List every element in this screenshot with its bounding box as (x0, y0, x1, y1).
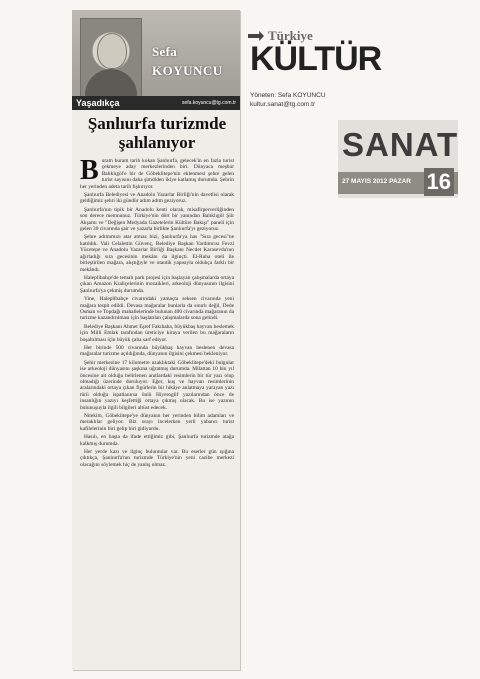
author-shoulders (85, 69, 137, 99)
section-header (248, 24, 388, 114)
page-section-title: SANAT (342, 126, 459, 163)
article-headline: Şanlıurfa turizmde şahlanıyor (87, 114, 227, 152)
publication-date: 27 MAYIS 2012 PAZAR (342, 178, 412, 185)
article-paragraph: Her birinde 500 civarında büyükbaş hayvan beslenen devasa mağaralar turizme açıldığında, dünyanın ilgisini çekmesi bekleniyor. (80, 344, 234, 358)
newspaper-brand: Türkiye (268, 28, 313, 43)
article-paragraph: Şanlıurfa'nın tipik bir Anadolu kenti olarak, misafirperverliğinden son derece memnunuz. Türkiye'nin dört bir yanından Balıklıgöl Şiir Akşamı ve "Değişen Medyada Gazetelerin Kültüre Bakışı" paneli için gelen 30 civarında şair ve yazarla birlikte Şanlıurfa'yı geziyoruz. (80, 206, 234, 233)
article-paragraph: Haleplibahçe'de temalı park projesi için başlayan çalışmalarda ortaya çıkan Amazon Kraliçelerinin mozaikleri, arkeoloji dünyasının ilgisini Şanlıurfa'ya çekmiş durumda. (80, 274, 234, 294)
article-body (80, 155, 235, 470)
section-rubric: KÜLTÜR (250, 40, 382, 78)
byline-box (72, 10, 240, 105)
author-head (97, 33, 127, 69)
lead-text: uram buram tarih kokan Şanlıurfa, gelecek'in en fazla turist çekmeye aday merkezlerinden biri. Dünyaca meşhur Balıklıgöl'e bir de Göbeklitepe'nin eklenmesi şehre gelen turist sayısını daha şimdiden ikiye katlamış durumda. Şehrin her yerinden adeta tarih fışkırıyor. (80, 158, 234, 190)
article-paragraph (80, 155, 234, 190)
section-editor: Yöneten: Sefa KOYUNCU (250, 92, 326, 99)
article-paragraph: Şehir merkezine 17 kilometre uzaklıktaki Göbeklitepe'deki bulgular ise arkeoloji dünyasını şaşkına uğratmış durumda. Milattan 10 bin yıl öncesine ait olduğu belirlenen anıtlardaki resimlerin bir tür yazı olup olmadığı üzerinde duruluyor. Eğer, kuş ve hayvan resimlerinin aralarındaki ortaya çıkan figürlerin bir hikâye anlatmaya yarayan yazı türü olduğu ispatlanırsa ünlü Hiyeroglif yazılarından önce de insanlığın yazıyı keşfettiği ortaya çıkmış olacak. Bu ise yazının bulunuşuyla ilgili bilgileri altüst edecek. (80, 359, 234, 411)
article-paragraph: Şanlıurfa Belediyesi ve Anadolu Yazarlar Birliği'nin davetlisi olarak geldiğimiz şehri iki gündür adım adım geziyoruz. (80, 192, 234, 205)
article-paragraph: Hasılı, en başta da ifade ettiğimiz gibi, Şanlıurfa turizmde atağa kalkmış durumda. (80, 434, 234, 447)
article-paragraph: Yine, Haleplibahçe civarındaki yamaçta seksen civarında yeni mağara tespit edildi. Devasa mağaralar bunlarla da sınırlı değil, Dede Osman ve Topdağı mahallelerinde bulunan 400 civarında mağaranın da turizme kazandırılması için başlatılan çalışmalarda sona gelindi. (80, 296, 235, 322)
page-tag (338, 120, 458, 198)
article-paragraph: Belediye Başkanı Ahmet Eşref Fakıbaba, büyükbaş hayvan beslemek için Milli Emlak tarafından üreticiye kiraya verilen bu mağaraların boşaltılması için büyük çaba sarf ediyor. (80, 323, 234, 343)
article-paragraph: Her yerde kazı ve ilginç buluntular var. Bu eserler gün ışığına çıktıkça, Şanlıurfa'nın turizmde Türkiye'nin yeni cazibe merkezi olacağını söylemek hiç de yanlış olmaz. (80, 449, 234, 468)
author-last-name: KOYUNCU (152, 63, 223, 78)
column-name: Yaşadıkça (76, 98, 120, 108)
article-paragraph: Şehre adımımızı atar atmaz bizi, Şanlıurfa'ya has "Sıra gecesi"ne katıldık. Vali Celalettin Güvenç, Belediye Başkan Yardımcısı Fevzi Yücetepe ve Anadolu Yazarlar Birliği Başkanı Necdet Karasevda'nın ağırladığı sıra gecesinin mekânı da ilginçti. El-Ruha oteli ile birleştirilen mağara, alıştığıyle ve otantik yapısıyla oldukça farklı bir mekândı. (80, 234, 234, 273)
author-email: sefa.koyuncu@tg.com.tr (182, 100, 236, 106)
article-paragraph: Nitekim, Göbeklitepe'ye dünyanın her yerinden bilim adamları ve meraklılar geliyor. Biz orayı incelerken yerli yabancı turist kafilelerinin biri gelip biri gidiyordu. (80, 413, 234, 432)
author-photo (80, 18, 142, 100)
page-number: 16 (424, 168, 454, 196)
article-clipping (72, 10, 240, 670)
author-first-name: Sefa (152, 44, 178, 59)
drop-cap: B (80, 155, 99, 186)
section-editor-email: kultur.sanat@tg.com.tr (250, 101, 316, 108)
